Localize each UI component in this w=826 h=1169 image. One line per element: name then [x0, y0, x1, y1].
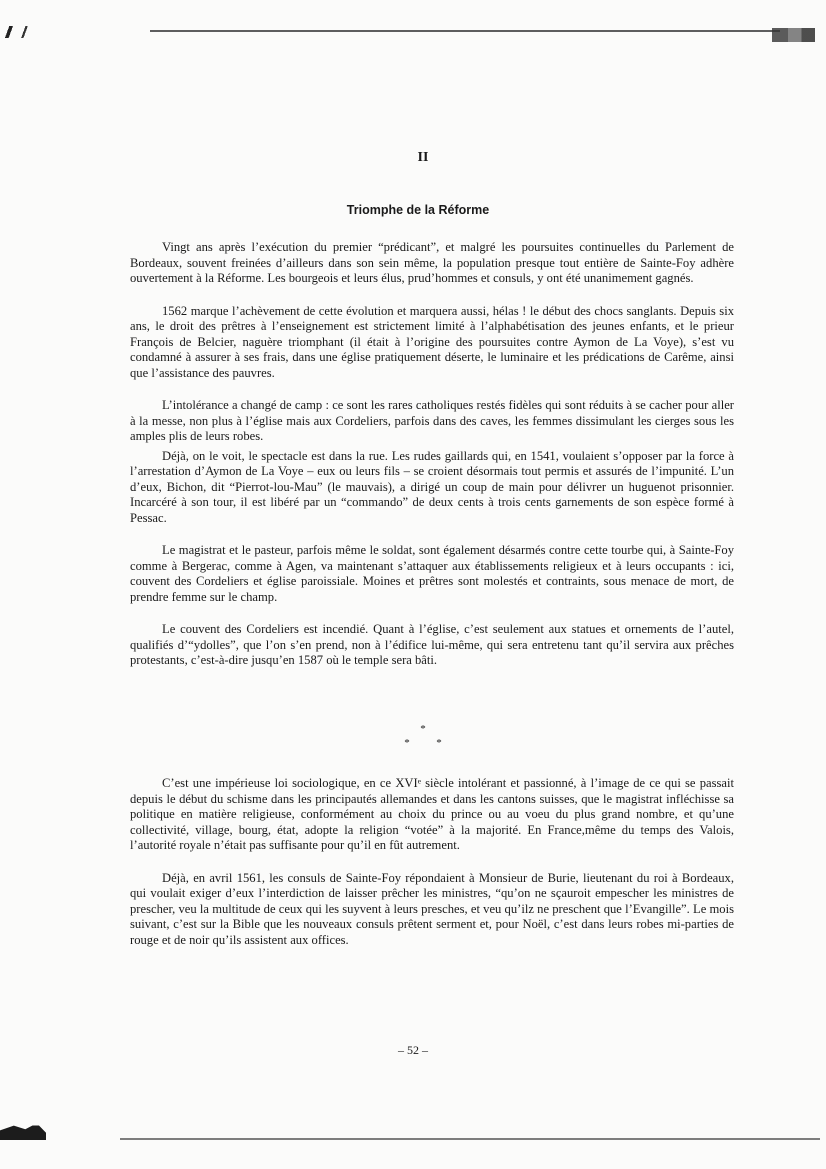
- scan-artifact-bottom-line: [120, 1138, 820, 1140]
- paragraph: 1562 marque l’achèvement de cette évolution et marquera aussi, hélas ! le début des chocs sanglants. Depuis six ans, le droit des prêtres à l’enseignement est strictement limité à l’alphabétisation des jeunes enfants, et le prieur François de Belcier, naguère triomphant (il était à l’origine des poursuites contre Aymon de La Voye), s’est vu condamné à assurer à ses frais, dans une église pratiquement déserte, le luminaire et les prédications de Carême, ainsi que l’assistance des pauvres.: [130, 303, 734, 380]
- page-number: – 52 –: [398, 1043, 428, 1057]
- scan-artifact-top-right: [772, 28, 826, 42]
- scan-artifact-top-left: [0, 26, 42, 38]
- paragraph: Vingt ans après l’exécution du premier “prédicant”, et malgré les poursuites continuelles du Parlement de Bordeaux, souvent freinées d’ailleurs dans son sein même, la population presque tout entière de Sainte-Foy adhère ouvertement à la Réforme. Les bourgeois et leurs élus, prud’hommes et consuls, y ont été unanimement gagnés.: [130, 240, 734, 285]
- paragraph: Déjà, en avril 1561, les consuls de Sainte-Foy répondaient à Monsieur de Burie, lieutenant du roi à Bordeaux, qui voulait exiger d’eux l’interdiction de laisser prêcher les ministres, “qu’on ne sçauroit empescher les ministres de prescher, veu la multitude de ceux qui les suyvent à leurs presches, et veu qu’ilz ne preschent que l’Evangille”. Le mois suivant, c’est sur la Bible que les nouveaux consuls prêtent serment et, pour Noël, c’est dans leurs robes mi-parties de rouge et de noir qu’ils assistent aux offices.: [130, 870, 734, 947]
- paragraph: L’intolérance a changé de camp : ce sont les rares catholiques restés fidèles qui sont réduits à se cacher pour aller à la messe, non plus à l’église mais aux Cordeliers, parfois dans des caves, les femmes dissimulant les cierges sous les amples plis de leurs robes.: [130, 398, 734, 443]
- section-one: [130, 240, 734, 686]
- asterism-bottom-left-star: *: [404, 737, 410, 749]
- paragraph: Déjà, on le voit, le spectacle est dans la rue. Les rudes gaillards qui, en 1541, voulaient s’opposer par la force à l’arrestation d’Aymon de La Voye – eux ou leurs fils – se croient désormais tout permis et assurés de l’impunité. L’un d’eux, Bichon, dit “Pierrot-lou-Mau” (le mauvais), a dirigé un coup de main pour délivrer un huguenot prisonnier. Incarcéré à son tour, il est libéré par un “commando” de deux cents à trois cents garnements de son espèce formé à Pessac.: [130, 448, 734, 525]
- scan-artifact-bottom-left: [0, 1116, 46, 1140]
- scan-artifact-top-line: [150, 30, 780, 32]
- paragraph: Le magistrat et le pasteur, parfois même le soldat, sont également désarmés contre cette tourbe qui, à Sainte-Foy comme à Bergerac, comme à Agen, va maintenant s’attaquer aux établissements religieux et à leurs occupants : ici, couvent des Cordeliers et église paroissiale. Moines et prêtres sont molestés et contraints, sous menace de mort, de prendre femme sur le champ.: [130, 543, 734, 604]
- paragraph: C’est une impérieuse loi sociologique, en ce XVIᵉ siècle intolérant et passionné, à l’image de ce qui se passait depuis le début du schisme dans les principautés allemandes et dans les cantons suisses, que le magistrat infléchisse sa politique en matière religieuse, conformément au choix du prince ou au voeu du plus grand nombre, et qu’une collectivité, village, bourg, état, adopte la religion “votée” à la majorité. En France,même du temps des Valois, l’autorité royale n’était pas suffisante pour qu’il en fût autrement.: [130, 776, 734, 852]
- chapter-number: II: [417, 150, 429, 165]
- section-two: [130, 776, 734, 965]
- section-divider-asterism: [0, 722, 826, 750]
- chapter-title: Triomphe de la Réforme: [346, 203, 490, 217]
- paragraph: Le couvent des Cordeliers est incendié. Quant à l’église, c’est seulement aux statues et ornements de l’autel, qualifiés d’“ydolles”, que l’on s’en prend, non à l’édifice lui-même, qui sera entretenu tant qu’il servira aux prêches protestants, c’est-à-dire jusqu’en 1587 où le temple sera bâti.: [130, 622, 734, 667]
- asterism-bottom-row: [0, 736, 826, 750]
- asterism-top-star: *: [420, 723, 426, 735]
- asterism-bottom-right-star: *: [436, 737, 442, 749]
